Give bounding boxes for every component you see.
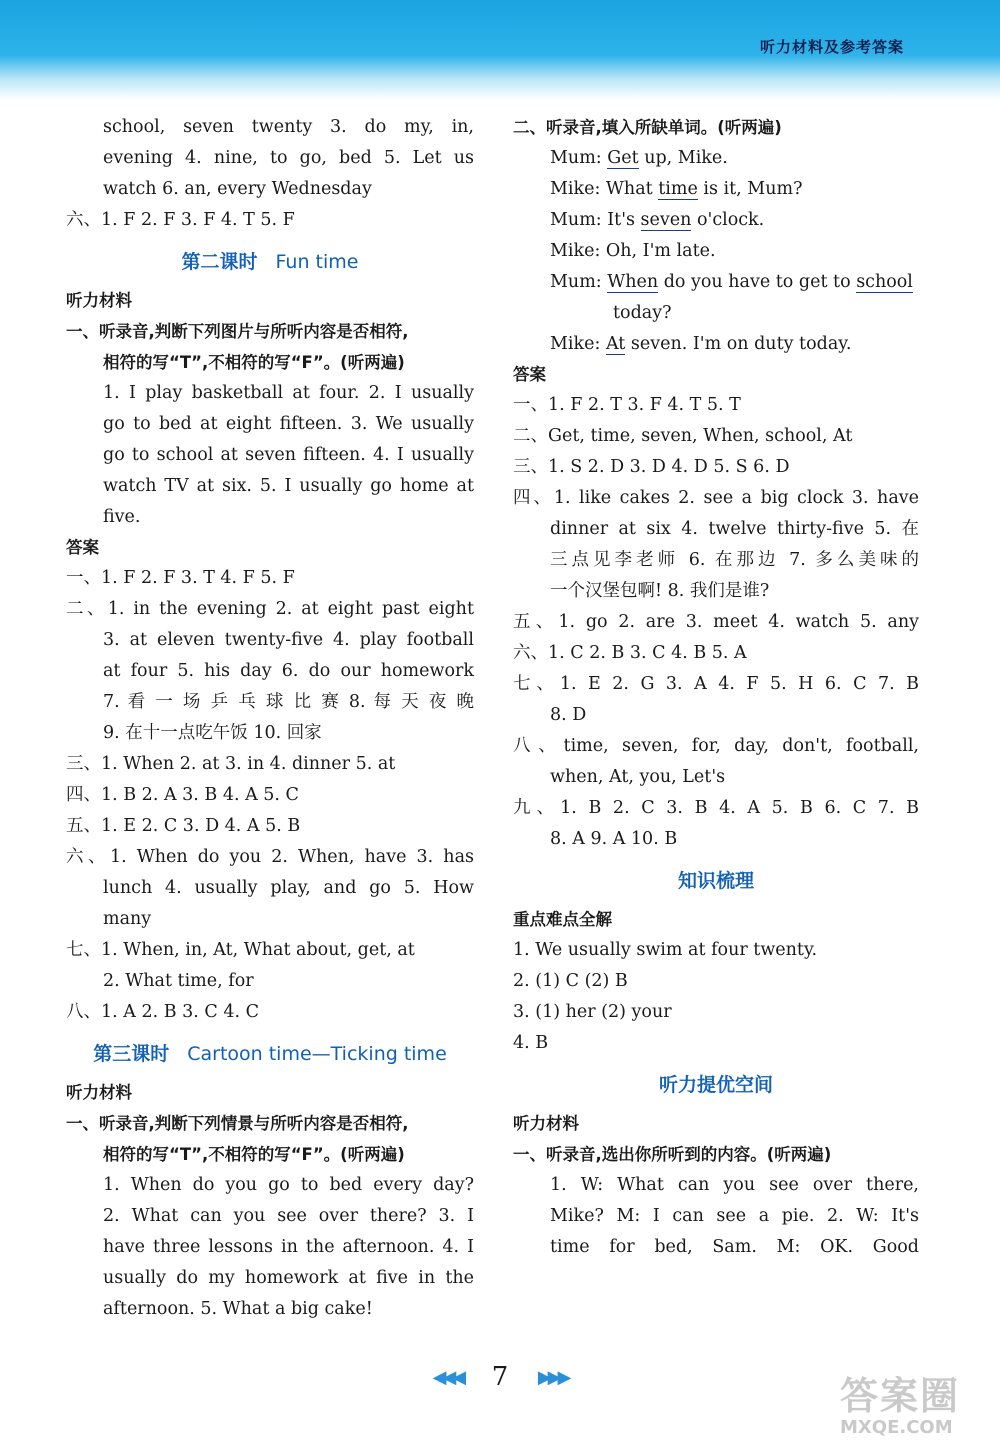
dialogue-line [513, 267, 919, 298]
section-heading-subtitle: Cartoon time—Ticking time [187, 1043, 447, 1065]
question-instruction: 二、听录音,填入所缺单词。(听两遍) [513, 118, 782, 137]
text-run: is it, Mum? [697, 179, 803, 199]
text-line: 二、Get, time, seven, When, school, At [513, 426, 853, 446]
question-instruction: 相符的写“T”,不相符的写“F”。(听两遍) [103, 1145, 405, 1164]
text-line: 九、1. B 2. C 3. B 4. A 5. B 6. C 7. B [513, 798, 919, 818]
text-line: 四、1. like cakes 2. see a big clock 3. have [513, 488, 919, 508]
subsection-label: 答案 [513, 365, 546, 384]
text-line: 8. D [550, 705, 587, 725]
text-run: up, Mike. [638, 148, 728, 168]
subsection-label: 答案 [66, 538, 99, 557]
left-column [66, 112, 474, 1325]
text-line: 7. 看 一 场 乒 乓 球 比 赛 8. 每 天 夜 晚 [103, 692, 474, 712]
text-line: at four 5. his day 6. do our homework [103, 661, 474, 681]
text-line: 1. We usually swim at four twenty. [513, 940, 818, 960]
text-line: 4. B [513, 1033, 549, 1053]
watermark-site: MXQE.COM [840, 1417, 953, 1438]
text-line: have three lessons in the afternoon. 4. I [103, 1237, 474, 1257]
text-run: do you have to get to [658, 272, 857, 292]
text-run: Mike: [550, 334, 606, 354]
text-line: 3. (1) her (2) your [513, 1002, 672, 1022]
section-heading-title: 知识梳理 [677, 870, 754, 892]
text-line: 六、1. When do you 2. When, have 3. has [66, 847, 474, 867]
text-line: 五、1. E 2. C 3. D 4. A 5. B [66, 816, 301, 836]
text-line: 2. (1) C (2) B [513, 971, 628, 991]
text-line: 一个汉堡包啊! 8. 我们是谁? [550, 581, 770, 601]
watermark-text: 答案圈 [840, 1374, 961, 1418]
text-line: 2. What time, for [103, 971, 254, 991]
text-line: 三、1. S 2. D 3. D 4. D 5. S 6. D [513, 457, 790, 477]
text-line: Mike? M: I can see a pie. 2. W: It's [550, 1206, 919, 1226]
text-line: afternoon. 5. What a big cake! [103, 1299, 373, 1319]
dialogue-line [513, 143, 919, 174]
text-line: 六、1. F 2. F 3. F 4. T 5. F [66, 210, 295, 230]
text-line: usually do my homework at five in the [103, 1268, 474, 1288]
text-line: 八、time, seven, for, day, don't, football, [513, 736, 919, 756]
text-line: today? [613, 303, 672, 323]
section-heading-title: 第三课时 [93, 1043, 170, 1065]
question-instruction: 一、听录音,判断下列情景与所听内容是否相符, [66, 1114, 409, 1133]
text-run: Mike: What [550, 179, 659, 199]
question-instruction: 相符的写“T”,不相符的写“F”。(听两遍) [103, 353, 405, 372]
text-line: watch 6. an, every Wednesday [103, 179, 372, 199]
text-line: 七、1. E 2. G 3. A 4. F 5. H 6. C 7. B [513, 674, 919, 694]
next-page-arrows-icon[interactable]: ▶▶▶ [537, 1367, 568, 1388]
text-line: Mike: Oh, I'm late. [550, 241, 716, 261]
text-line: watch TV at six. 5. I usually go home at [103, 476, 474, 496]
prev-page-arrows-icon[interactable]: ◀◀◀ [432, 1367, 463, 1388]
dialogue-line [513, 329, 919, 360]
text-line: 四、1. B 2. A 3. B 4. A 5. C [66, 785, 299, 805]
text-line: evening 4. nine, to go, bed 5. Let us [103, 148, 474, 168]
section-heading [513, 1065, 919, 1105]
header-title: 听力材料及参考答案 [759, 38, 904, 56]
text-line: time for bed, Sam. M: OK. Good [550, 1237, 919, 1257]
text-run: Mum: [550, 272, 608, 292]
text-line: 8. A 9. A 10. B [550, 829, 678, 849]
filled-blank-word: seven [640, 210, 692, 230]
text-run: Mum: It's [550, 210, 641, 230]
text-line: 三点见李老师 6. 在那边 7. 多么美味的 [550, 550, 919, 570]
text-line: school, seven twenty 3. do my, in, [103, 117, 474, 137]
text-line: 五、1. go 2. are 3. meet 4. watch 5. any [513, 612, 919, 632]
text-line: 七、1. When, in, At, What about, get, at [66, 940, 415, 960]
text-line: 二、1. in the evening 2. at eight past eight [66, 599, 474, 619]
subsection-label: 重点难点全解 [513, 910, 612, 929]
text-run: o'clock. [691, 210, 765, 230]
subsection-label: 听力材料 [66, 1083, 132, 1102]
text-line: 2. What can you see over there? 3. I [103, 1206, 474, 1226]
section-heading-title: 听力提优空间 [658, 1074, 773, 1096]
filled-blank-word: At [605, 334, 626, 354]
text-line: go to school at seven fifteen. 4. I usually [103, 445, 474, 465]
text-line: lunch 4. usually play, and go 5. How [103, 878, 474, 898]
text-line: 八、1. A 2. B 3. C 4. C [66, 1002, 260, 1022]
dialogue-line [513, 174, 919, 205]
text-line: 六、1. C 2. B 3. C 4. B 5. A [513, 643, 747, 663]
subsection-label: 听力材料 [513, 1114, 579, 1133]
page-number: 7 [491, 1362, 509, 1392]
filled-blank-word: Get [607, 148, 639, 168]
section-heading [66, 1034, 474, 1074]
text-line: when, At, you, Let's [550, 767, 726, 787]
text-line: 一、1. F 2. T 3. F 4. T 5. T [513, 395, 741, 415]
text-line: 1. I play basketball at four. 2. I usually [103, 383, 474, 403]
text-line: 三、1. When 2. at 3. in 4. dinner 5. at [66, 754, 396, 774]
text-run: seven. I'm on duty today. [625, 334, 852, 354]
text-line: 1. When do you go to bed every day? [103, 1175, 474, 1195]
watermark-logo [840, 1375, 990, 1439]
right-column [513, 112, 919, 1263]
page-header-band [0, 0, 1000, 100]
section-heading-subtitle: Fun time [275, 251, 359, 273]
text-line: 1. W: What can you see over there, [550, 1175, 919, 1195]
text-line: dinner at six 4. twelve thirty-five 5. 在 [550, 519, 919, 539]
question-instruction: 一、听录音,判断下列图片与所听内容是否相符, [66, 322, 409, 341]
filled-blank-word: When [607, 272, 659, 292]
text-line: 3. at eleven twenty-five 4. play football [103, 630, 474, 650]
question-instruction: 一、听录音,选出你所听到的内容。(听两遍) [513, 1145, 832, 1164]
text-run: Mum: [550, 148, 608, 168]
section-heading [66, 242, 474, 282]
dialogue-line [513, 205, 919, 236]
text-line: 一、1. F 2. F 3. T 4. F 5. F [66, 568, 295, 588]
filled-blank-word: school [856, 272, 913, 292]
subsection-label: 听力材料 [66, 291, 132, 310]
text-line: many [103, 909, 152, 929]
text-line: five. [103, 507, 141, 527]
section-heading-title: 第二课时 [181, 251, 258, 273]
filled-blank-word: time [658, 179, 698, 199]
text-line: 9. 在十一点吃午饭 10. 回家 [103, 723, 322, 743]
text-line: go to bed at eight fifteen. 3. We usually [103, 414, 474, 434]
section-heading [513, 861, 919, 901]
